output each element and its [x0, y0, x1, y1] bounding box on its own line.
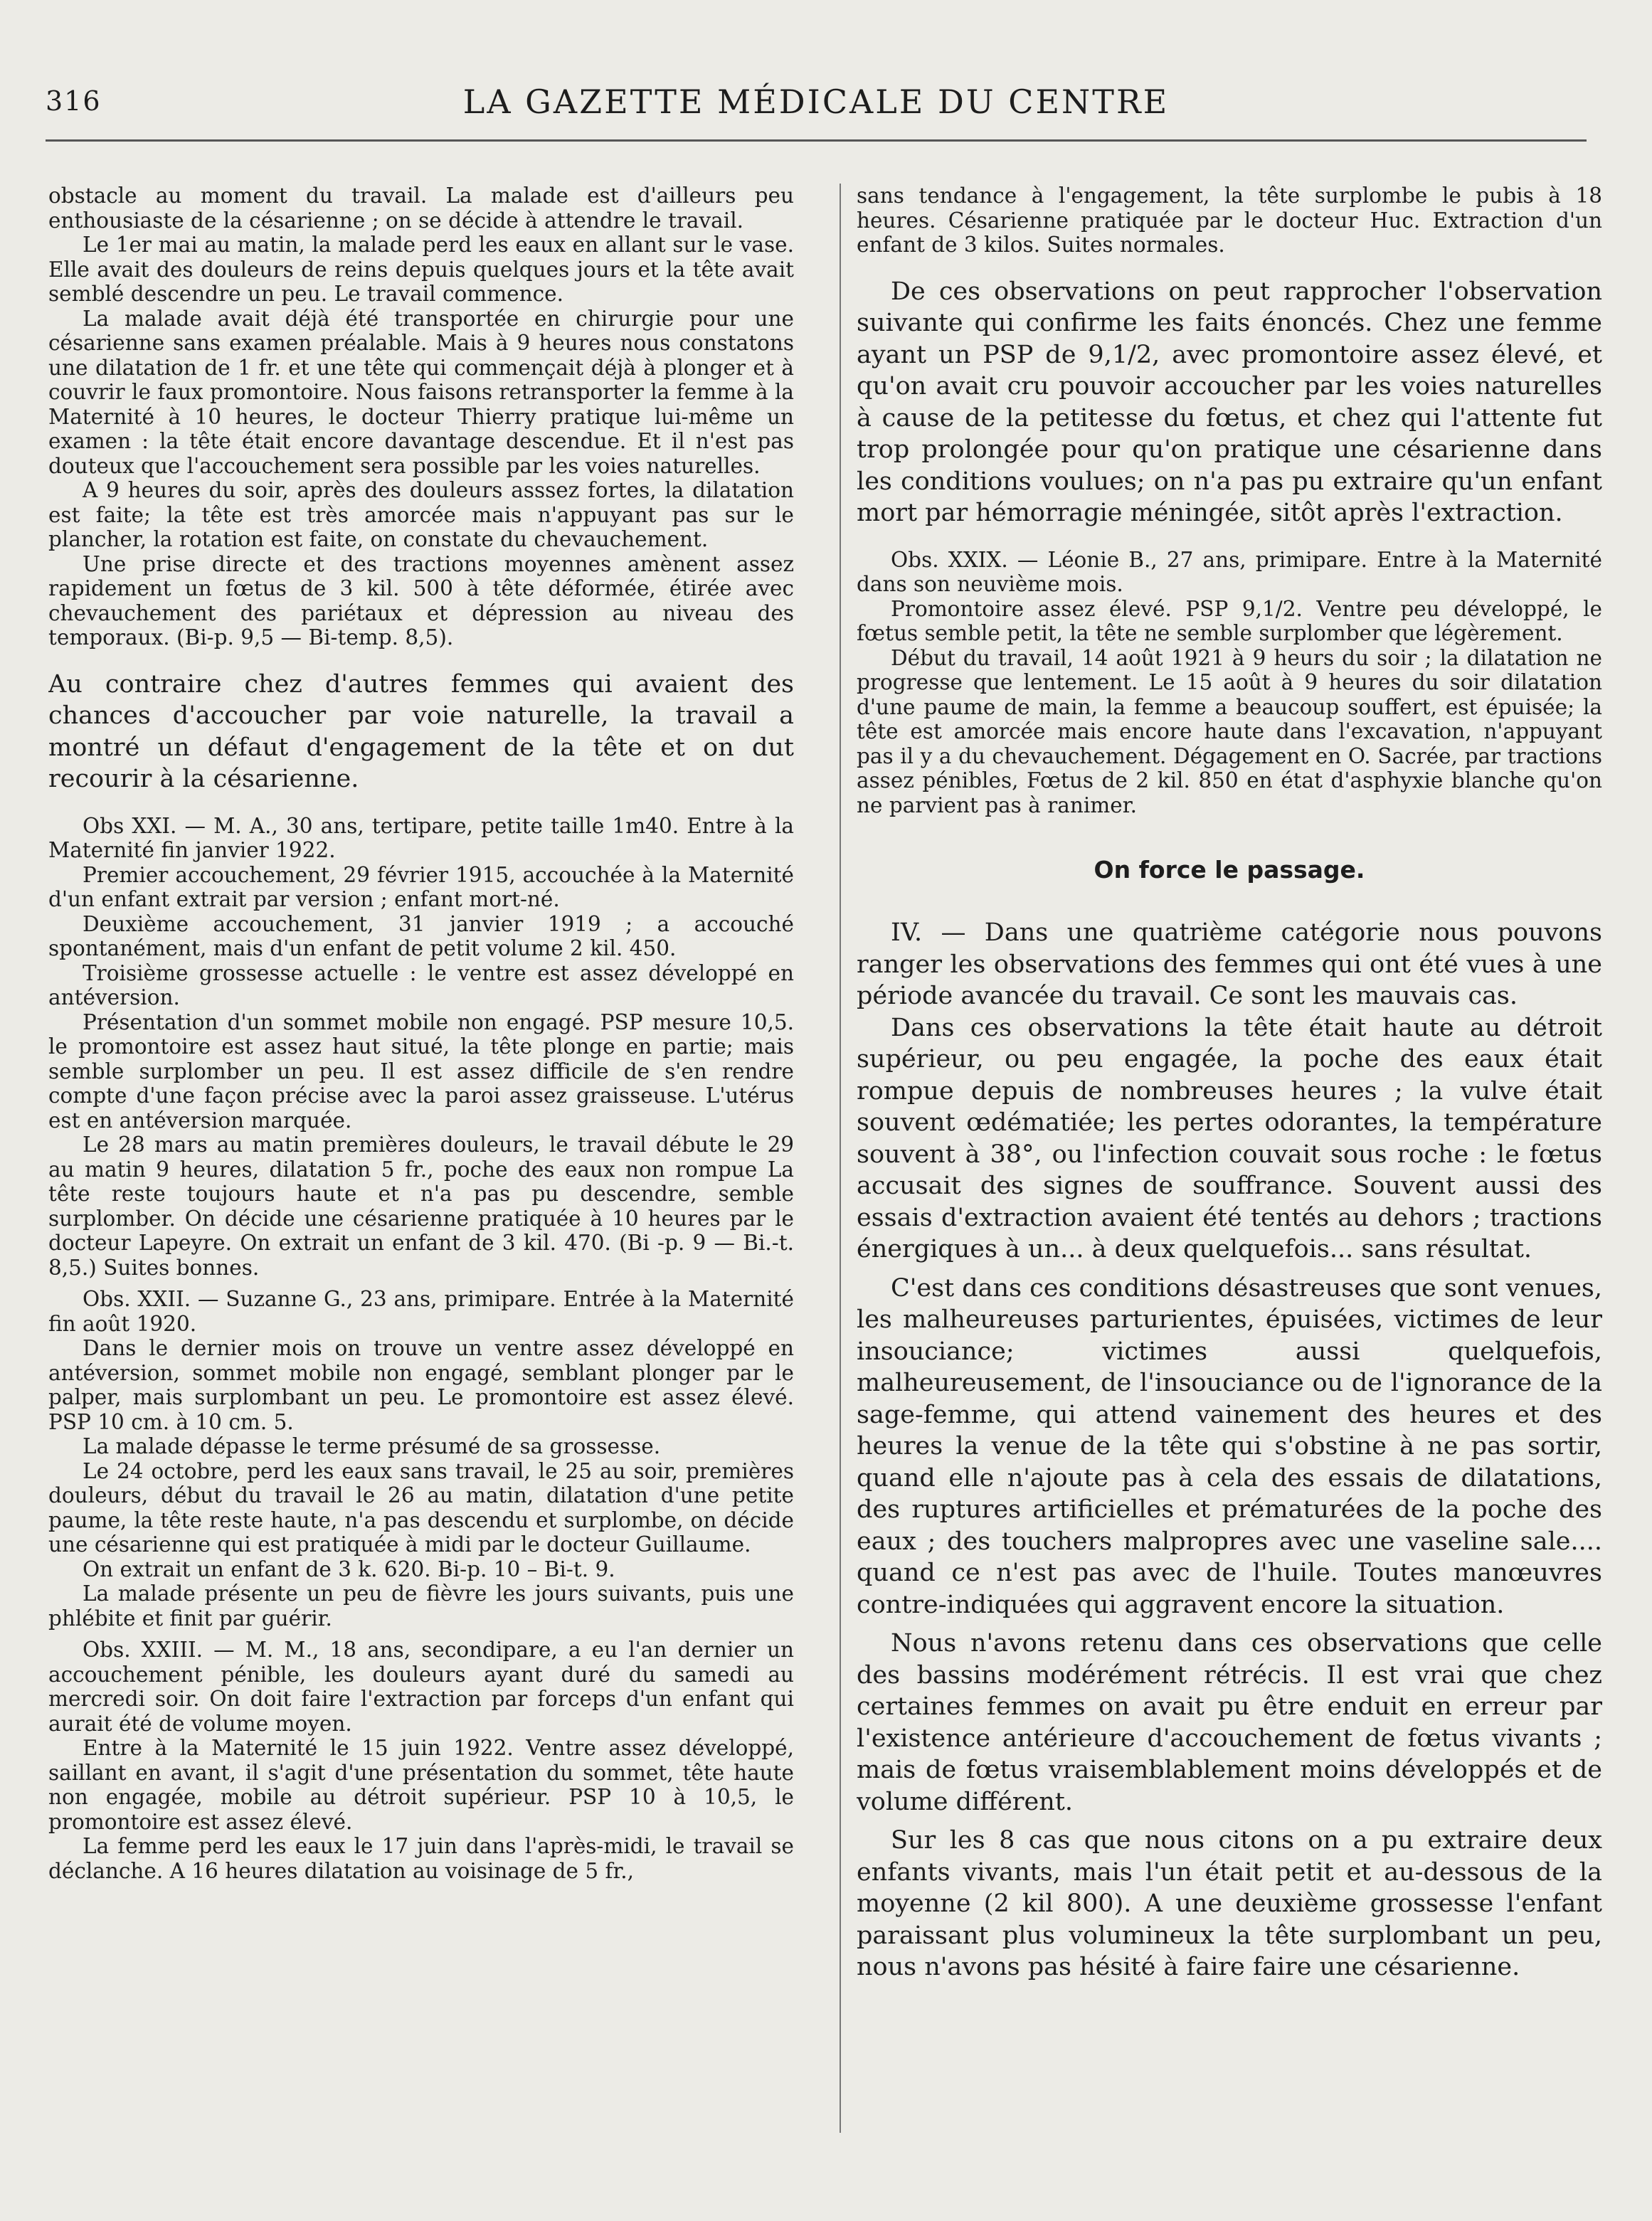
section-paragraph: IV. — Dans une quatrième catégorie nous pouvons ranger les observations des femmes qui ont été vues à une période avancée du travail. Ce sont les mauvais cas.: [857, 918, 1602, 1010]
page-number: 316: [46, 85, 102, 117]
observation-heading: Obs. XXIX. — Léonie B., 27 ans, primipare. Entre à la Maternité dans son neuvième mois.: [857, 547, 1602, 596]
paragraph: Le 28 mars au matin premières douleurs, le travail débute le 29 au matin 9 heures, dilatation 5 fr., poche des eaux non rompue La tête reste toujours haute et n'a pas pu descendre, semble surplomber. On décide une césarienne pratiquée à 10 heures par le docteur Lapeyre. On extrait un enfant de 3 kil. 470. (Bi -p. 9 — Bi.-t. 8,5.) Suites bonnes.: [48, 1133, 794, 1280]
paragraph: A 9 heures du soir, après des douleurs asssez fortes, la dilatation est faite; la tête est très amorcée mais n'appuyant pas sur le plancher, la rotation est faite, on constate du chevauchement.: [48, 478, 794, 551]
header-rule: [46, 139, 1587, 142]
paragraph: Une prise directe et des tractions moyennes amènent assez rapidement un fœtus de 3 kil. 500 à tête déformée, étirée avec chevauchement des pariétaux et dépression au niveau des temporaux. (Bi-p. 9,5 — Bi-temp. 8,5).: [48, 551, 794, 650]
paragraph: La malade avait déjà été transportée en chirurgie pour une césarienne sans examen préalable. Mais à 9 heures nous constatons une dilatation de 1 fr. et une tête qui commençait déjà à plonger et à couvrir le faux promontoire. Nous faisons retransporter la femme à la Maternité à 10 heures, le docteur Thierry pratique lui-même un examen : la tête était encore davantage descendue. Et il n'est pas douteux que l'accouchement sera possible par les voies naturelles.: [48, 306, 794, 478]
right-column: [857, 184, 1602, 2161]
paragraph: Promontoire assez élevé. PSP 9,1/2. Ventre peu développé, le fœtus semble petit, la tête ne semble surplomber que légèrement.: [857, 596, 1602, 645]
paragraph: Présentation d'un sommet mobile non engagé. PSP mesure 10,5. le promontoire est assez haut situé, la tête plonge en partie; mais semble surplomber un peu. Il est assez difficile de s'en rendre compte d'une façon précise avec la paroi assez graisseuse. L'utérus est en antéversion marquée.: [48, 1009, 794, 1133]
summary-paragraph: De ces observations on peut rapprocher l'observation suivante qui confirme les faits énoncés. Chez une femme ayant un PSP de 9,1/2, avec promontoire assez élevé, et qu'on avait cru pouvoir accoucher par les voies naturelles à cause de la petitesse du fœtus, et chez qui l'attente fut trop prolongée pour qu'on pratique une césarienne dans les conditions voulues; on n'a pas pu extraire qu'un enfant mort par hémorragie méningée, sitôt après l'extraction.: [857, 277, 1602, 527]
section-paragraph: Sur les 8 cas que nous citons on a pu extraire deux enfants vivants, mais l'un était petit et au-dessous de la moyenne (2 kil 800). A une deuxième grossesse l'enfant paraissant plus volumineux la tête surplombant un peu, nous n'avons pas hésité à faire faire une césarienne.: [857, 1826, 1602, 1981]
paragraph: sans tendance à l'engagement, la tête surplombe le pubis à 18 heures. Césarienne pratiquée par le docteur Huc. Extraction d'un enfant de 3 kilos. Suites normales.: [857, 184, 1602, 257]
paragraph: La femme perd les eaux le 17 juin dans l'après-midi, le travail se déclanche. A 16 heures dilatation au voisinage de 5 fr.,: [48, 1834, 794, 1883]
paragraph: Début du travail, 14 août 1921 à 9 heurs du soir ; la dilatation ne progresse que lentement. Le 15 août à 9 heures du soir dilatation d'une paume de main, la femme a beaucoup souffert, est épuisée; la tête est amorcée mais encore haute dans l'excavation, n'appuyant pas il y a du chevauchement. Dégagement en O. Sacrée, par tractions assez pénibles, Fœtus de 2 kil. 850 en état d'asphyxie blanche qu'on ne parvient pas à ranimer.: [857, 645, 1602, 817]
page-header: [46, 80, 1587, 137]
left-column: [48, 184, 794, 2161]
section-paragraph: C'est dans ces conditions désastreuses que sont venues, les malheureuses parturientes, épuisées, victimes de leur insouciance; victimes aussi quelquefois, malheureusement, de l'insouciance ou de l'ignorance de la sage-femme, qui attend vainement des heures et des heures la venue de la tête qui s'obstine à ne pas sortir, quand elle n'ajoute pas à cela des essais de dilatations, des ruptures artificielles et prématurées de la poche des eaux ; des touchers malpropres avec une vaseline sale.... quand ce n'est pas avec de l'huile. Toutes manœuvres contre-indiquées qui aggravent encore la situation.: [857, 1273, 1602, 1619]
paragraph: Le 1er mai au matin, la malade perd les eaux en allant sur le vase. Elle avait des douleurs de reins depuis quelques jours et la tête avait semblé descendre un peu. Le travail commence.: [48, 233, 794, 306]
paragraph: Deuxième accouchement, 31 janvier 1919 ; a accouché spontanément, mais d'un enfant de petit volume 2 kil. 450.: [48, 911, 794, 960]
section-paragraph: Dans ces observations la tête était haute au détroit supérieur, ou peu engagée, la poche des eaux était rompue depuis de nombreuses heures ; la vulve était souvent œdématiée; les pertes odorantes, la température souvent à 38°, ou l'infection couvait sous roche : le fœtus accusait des signes de souffrance. Souvent aussi des essais d'extraction avaient été tentés au dehors ; tractions énergiques à un... à deux quelquefois... sans résultat.: [857, 1013, 1602, 1263]
paragraph: La malade présente un peu de fièvre les jours suivants, puis une phlébite et finit par guérir.: [48, 1581, 794, 1631]
observation-heading: Obs XXI. — M. A., 30 ans, tertipare, petite taille 1m40. Entre à la Maternité fin janvier 1922.: [48, 813, 794, 862]
running-title: LA GAZETTE MÉDICALE DU CENTRE: [462, 83, 1170, 121]
paragraph: On extrait un enfant de 3 k. 620. Bi-p. 10 – Bi-t. 9.: [83, 1557, 615, 1581]
paragraph: obstacle au moment du travail. La malade est d'ailleurs peu enthousiaste de la césarienne ; on se décide à attendre le travail.: [48, 184, 794, 233]
section-heading: On force le passage.: [1094, 856, 1365, 884]
summary-paragraph: Au contraire chez d'autres femmes qui avaient des chances d'accoucher par voie naturelle, la travail a montré un défaut d'engagement de la tête et on dut recourir à la césarienne.: [48, 669, 794, 793]
paragraph: Le 24 octobre, perd les eaux sans travail, le 25 au soir, premières douleurs, début du travail le 26 au matin, dilatation d'une petite paume, la tête reste haute, n'a pas descendu et surplombe, on décide une césarienne qui est pratiquée à midi par le docteur Guillaume.: [48, 1458, 794, 1557]
paragraph: Premier accouchement, 29 février 1915, accouchée à la Maternité d'un enfant extrait par version ; enfant mort-né.: [48, 862, 794, 911]
paragraph: Dans le dernier mois on trouve un ventre assez développé en antéversion, sommet mobile non engagé, semblant plonger par le palper, mais surplombant un peu. Le promontoire est assez élevé. PSP 10 cm. à 10 cm. 5.: [48, 1336, 794, 1434]
paragraph: La malade dépasse le terme présumé de sa grossesse.: [83, 1434, 661, 1458]
paragraph: Entre à la Maternité le 15 juin 1922. Ventre assez développé, saillant en avant, il s'agit d'une présentation du sommet, tête haute non engagée, mobile au détroit supérieur. PSP 10 à 10,5, le promontoire est assez élevé.: [48, 1736, 794, 1834]
observation-heading: Obs. XXII. — Suzanne G., 23 ans, primipare. Entrée à la Maternité fin août 1920.: [48, 1287, 794, 1336]
column-divider: [840, 184, 841, 2133]
paragraph: Troisième grossesse actuelle : le ventre est assez développé en antéversion.: [48, 960, 794, 1009]
section-paragraph: Nous n'avons retenu dans ces observations que celle des bassins modérément rétrécis. Il est vrai que chez certaines femmes on avait pu être enduit en erreur par l'existence antérieure d'accouchement de fœtus vivants ; mais de fœtus vraisemblablement moins développés et de volume différent.: [857, 1629, 1602, 1816]
observation-heading: Obs. XXIII. — M. M., 18 ans, secondipare, a eu l'an dernier un accouchement pénible, les douleurs ayant duré du samedi au mercredi soir. On doit faire l'extraction par forceps d'un enfant qui aurait été de volume moyen.: [48, 1638, 794, 1736]
